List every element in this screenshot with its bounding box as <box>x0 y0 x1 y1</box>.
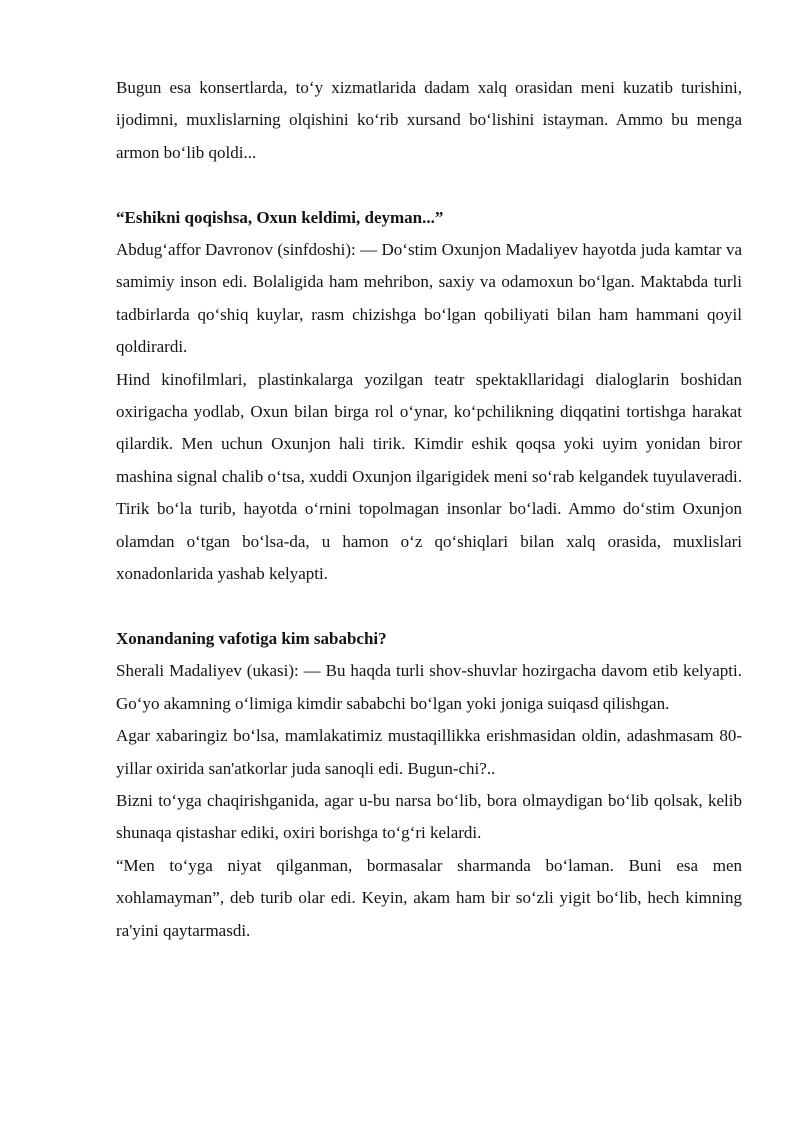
paragraph-gap <box>116 169 742 201</box>
section-heading-xonandaning-vafotiga: Xonandaning vafotiga kim sababchi? <box>116 628 387 648</box>
section1-paragraph-1: Abdug‘affor Davronov (sinfdoshi): — Do‘stim Oxunjon Madaliyev hayotda juda kamtar va samimiy inson edi. Bolaligida ham mehribon, saxiy va odamoxun bo‘lgan. Maktabda turli tadbirlarda qo‘shiq kuylar, rasm chizishga bo‘lgan qobiliyati bilan ham hammani qoyil qoldirardi. <box>116 240 742 357</box>
document-page <box>116 72 742 947</box>
paragraph-gap <box>116 590 742 622</box>
intro-paragraph: Bugun esa konsertlarda, to‘y xizmatlarida dadam xalq orasidan meni kuzatib turishini, ijodimni, muxlislarning olqishini ko‘rib xursand bo‘lishini istayman. Ammo bu menga armon bo‘lib qoldi... <box>116 78 742 162</box>
section2-paragraph-4: “Men to‘yga niyat qilganman, bormasalar sharmanda bo‘laman. Buni esa men xohlamayman”, deb turib olar edi. Keyin, akam ham bir so‘zli yigit bo‘lib, hech kimning ra'yini qaytarmasdi. <box>116 855 742 940</box>
section1-paragraph-2: Hind kinofilmlari, plastinkalarga yozilgan teatr spektakllaridagi dialoglarin boshidan oxirigacha yodlab, Oxun bilan birga rol o‘ynar, ko‘pchilikning diqqatini tortishga harakat qilardik. Men uchun Oxunjon hali tirik. Kimdir eshik qoqsa yoki uyim yonidan biror mashina signal chalib o‘tsa, xuddi Oxunjon ilgarigidek meni so‘rab kelgandek tuyulaveradi. <box>116 369 743 486</box>
section2-paragraph-3: Bizni to‘yga chaqirishganida, agar u-bu narsa bo‘lib, bora olmaydigan bo‘lib qolsak, kelib shunaqa qistashar ediki, oxiri borishga to‘g‘ri kelardi. <box>116 790 742 843</box>
section2-paragraph-2: Agar xabaringiz bo‘lsa, mamlakatimiz mustaqillikka erishmasidan oldin, adashmasam 80-yillar oxirida san'atkorlar juda sanoqli edi. Bugun-chi?.. <box>116 726 742 778</box>
section-heading-eshikni-qoqishsa: “Eshikni qoqishsa, Oxun keldimi, deyman...” <box>116 207 444 227</box>
section1-paragraph-3: Tirik bo‘la turib, hayotda o‘rnini topolmagan insonlar bo‘ladi. Ammo do‘stim Oxunjon olamdan o‘tgan bo‘lsa-da, u hamon o‘z qo‘shiqlari bilan xalq orasida, muxlislari xonadonlarida yashab kelyapti. <box>116 499 742 584</box>
section2-paragraph-1: Sherali Madaliyev (ukasi): — Bu haqda turli shov-shuvlar hozirgacha davom etib kelyapti. Go‘yo akamning o‘limiga kimdir sababchi bo‘lgan yoki joniga suiqasd qilishgan. <box>116 661 742 713</box>
